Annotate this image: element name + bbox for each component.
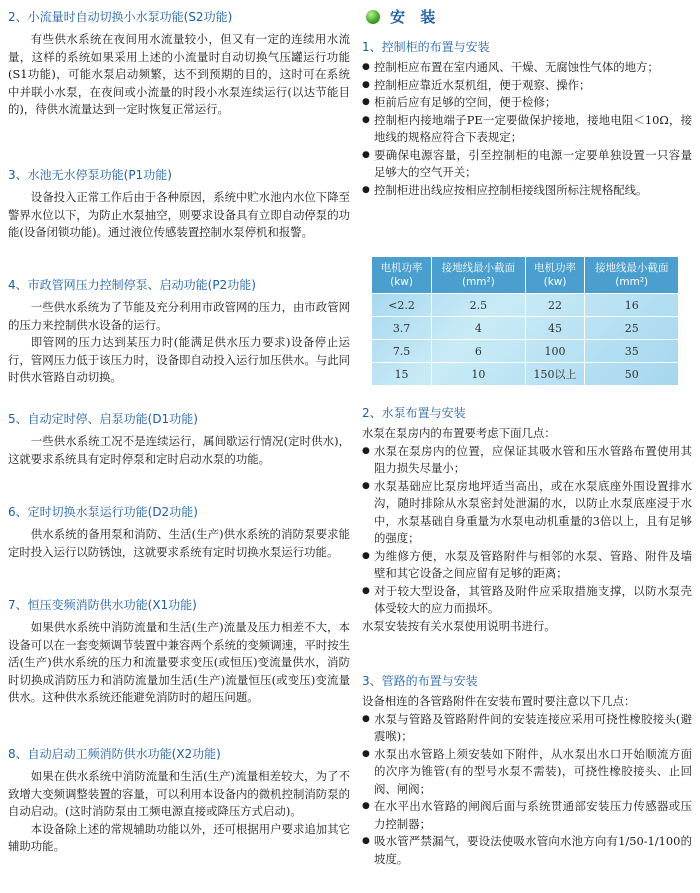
column-header: 电机功率(kw) (372, 257, 432, 294)
section-body: 有些供水系统在夜间用水流量较小，但又有一定的连续用水流量，这样的系统如果采用上述的小流量时自动切换气压罐运行功能(S1功能)，可能水泵启动频繁，达不到预期的目的，这时可在系统中并联小水泵，在夜间或小流量的时段小水泵连续运行(以达节能目的)，待供水流量达到一定时恢复正常运行。 (8, 32, 350, 116)
section-title: 8、自动启动工频消防供水功能(X2功能) (8, 747, 221, 761)
table-row (372, 340, 679, 363)
table-cell: 2.5 (432, 294, 526, 317)
list-item: ● 在水平出水管路的闸阀后面与系统贯通部安装压力传感器或压力控制器； (362, 798, 692, 833)
section-s2 (8, 8, 350, 119)
table-cell: 3.7 (372, 317, 432, 340)
list-item: ● 水泵出水管路上须安装如下附件，从水泵出水口开始顺流方面的次序为锥管(有的型号水泵不需装)，可挠性橡胶接头、止回阀、闸阀； (362, 746, 692, 799)
section-outro: 水泵安装按有关水泵使用说明书进行。 (362, 618, 556, 633)
table-cell: 10 (432, 363, 526, 386)
section-title: 3、水池无水停泵功能(P1功能) (8, 168, 172, 182)
list-item: ● 要确保电源容量，引至控制柜的电源一定要单独设置一只容量足够大的空气开关； (362, 147, 692, 182)
table-cell: 50 (585, 363, 679, 386)
table-cell: 100 (525, 340, 585, 363)
list-item: ● 控制柜进出线应按相应控制柜接线图所标注规格配线。 (362, 182, 692, 200)
table-cell: 16 (585, 294, 679, 317)
section-x1 (8, 596, 350, 707)
column-header: 接地线最小截面(mm²) (432, 257, 526, 294)
section-body: 一些供水系统工况不是连续运行，属间歇运行情况(定时供水)，这就要求系统具有定时停泵和定时启动水泵的功能。 (8, 434, 350, 466)
section-body-2: 即管网的压力达到某压力时(能满足供水压力要求)设备停止运行，管网压力低于该压力时，设备即自动投入运行加压供水。与此同时供水管路自动切换。 (8, 335, 350, 384)
table-cell: 22 (525, 294, 585, 317)
table-cell: 45 (525, 317, 585, 340)
table-cell: <2.2 (372, 294, 432, 317)
table-cell: 35 (585, 340, 679, 363)
section-title: 7、恒压变频消防供水功能(X1功能) (8, 598, 197, 612)
ground-wire-table-wrap (362, 256, 679, 386)
column-header: 接地线最小截面(mm²) (585, 257, 679, 294)
table-cell: 4 (432, 317, 526, 340)
green-ball-icon (366, 10, 380, 24)
section-p2 (8, 276, 350, 387)
section-title: 3、管路的布置与安装 (362, 674, 478, 688)
list-item: ● 控制柜应布置在室内通风、干燥、无腐蚀性气体的地方； (362, 59, 692, 77)
table-row (372, 317, 679, 340)
section-d1 (8, 410, 350, 468)
list-item: ● 水泵在泵房内的位置，应保证其吸水管和压水管路布置使用其阻力损失尽量小； (362, 443, 692, 478)
section-x2 (8, 745, 350, 856)
list-item: ● 对于较大型设备，其管路及附件应采取措施支撑，以防水泵壳体受较大的应力而损坏。 (362, 583, 692, 618)
section-intro: 水泵在泵房内的布置要考虑下面几点： (362, 426, 556, 440)
list-item: ● 控制柜内接地端子PE一定要做保护接地，接地电阻＜10Ω，接地线的规格应符合下表规定； (362, 112, 692, 147)
ground-wire-table (371, 256, 679, 386)
section-body-2: 本设备除上述的常规辅助功能以外，还可根据用户要求追加其它辅助功能。 (8, 821, 350, 853)
list-item: ● 控制柜应靠近水泵机组，便于观察、操作； (362, 77, 692, 95)
section-body: 如果在供水系统中消防流量和生活(生产)流量相差较大，为了不致增大变频调整装置的容量，可以利用本设备内的微机控制消防泵的自动启动。(这时消防泵由工频电源直接或降压方式启动)。 (8, 769, 350, 818)
list-item: ● 柜前后应有足够的空间，便于检修； (362, 94, 692, 112)
section-body: 一些供水系统为了节能及充分利用市政管网的压力，由市政管网的压力来控制供水设备的运行。 (8, 300, 350, 332)
list-item: ● 吸水管严禁漏气，要设法使吸水管向水池方向有1/50-1/100的坡度。 (362, 833, 692, 868)
table-row (372, 363, 679, 386)
section-body: 如果供水系统中消防流量和生活(生产)流量及压力相差不大，本设备可以在一套变频调节装置中兼容两个系统的变频调速，平时按生活(生产)供水系统的压力和流量要求变压(或恒压)变流量供水，消防时切换成消防压力和消防流量加生活(生产)流量恒压(或变压)变流量供水。这种供水系统还能避免消防时的超压问题。 (8, 620, 350, 704)
table-cell: 6 (432, 340, 526, 363)
section-pipe (362, 672, 692, 868)
list-item: ● 水泵基础应比泵房地坪适当高出，或在水泵底座外围设置排水沟，随时排除从水泵密封处泄漏的水，以防止水泵底座浸于水中，水泵基础自身重量为水泵电动机重量的3倍以上，且有足够的强度； (362, 478, 692, 548)
table-cell: 15 (372, 363, 432, 386)
table-cell: 7.5 (372, 340, 432, 363)
section-cabinet (362, 38, 692, 199)
section-title: 1、控制柜的布置与安装 (362, 40, 490, 54)
table-cell: 25 (585, 317, 679, 340)
section-body: 设备投入正常工作后由于各种原因，系统中贮水池内水位下降至警界水位以下，为防止水泵抽空，则要求设备具有立即自动停泵的功能(设备闭锁功能)。通过液位传感装置控制水泵停机和报警。 (8, 190, 350, 239)
section-title: 6、定时切换水泵运行功能(D2功能) (8, 505, 198, 519)
section-title: 4、市政管网压力控制停泵、启动功能(P2功能) (8, 278, 256, 292)
column-header: 电机功率(kw) (525, 257, 585, 294)
section-p1 (8, 166, 350, 242)
section-body: 供水系统的备用泵和消防、生活(生产)供水系统的消防泵要求能定时投入运行以防锈蚀，这就要求系统有定时切换水泵运行功能。 (8, 527, 350, 559)
section-pump (362, 404, 692, 635)
list-item: ● 水泵与管路及管路附件间的安装连接应采用可挠性橡胶接头(避震喉)； (362, 711, 692, 746)
table-header-row (372, 257, 679, 294)
section-title: 2、水泵布置与安装 (362, 406, 466, 420)
section-intro: 设备相连的各管路附件在安装布置时要注意以下几点： (362, 694, 636, 708)
section-title: 2、小流量时自动切换小水泵功能(S2功能) (8, 10, 233, 24)
install-header (366, 6, 440, 27)
section-title: 5、自动定时停、启泵功能(D1功能) (8, 412, 198, 426)
list-item: ● 为维修方便，水泵及管路附件与相邻的水泵、管路、附件及墙壁和其它设备之间应留有足够的距离； (362, 548, 692, 583)
section-d2 (8, 503, 350, 561)
page-title: 安 装 (390, 8, 441, 26)
table-row (372, 294, 679, 317)
table-cell: 150以上 (525, 363, 585, 386)
